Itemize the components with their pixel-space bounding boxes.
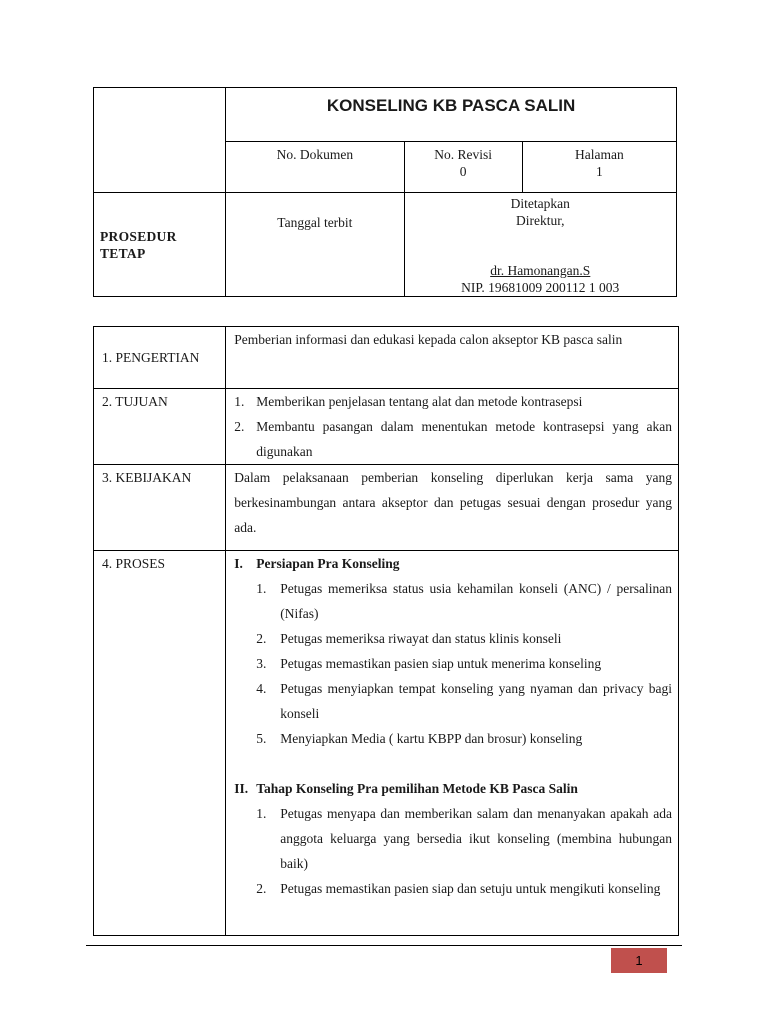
- halaman-cell: [522, 142, 676, 193]
- logo-cell: [94, 88, 226, 193]
- procedure-content-table: [93, 326, 679, 936]
- direktur-label: Direktur,: [515, 213, 565, 228]
- proses-part1-title: I. Persiapan Pra Konseling: [234, 556, 400, 571]
- list-item: 2. Petugas memastikan pasien siap dan setuju untuk mengikuti konseling: [256, 881, 661, 896]
- halaman-label: Halaman: [574, 147, 624, 162]
- document-header-table: [93, 87, 677, 297]
- table-row: [94, 465, 679, 551]
- section-label-tujuan: 2. TUJUAN: [94, 389, 226, 465]
- table-row: [94, 327, 679, 389]
- page-number-badge: 1: [611, 948, 667, 973]
- section-label-proses: 4. PROSES: [94, 551, 226, 936]
- list-item: 2. Petugas memeriksa riwayat dan status klinis konseli: [256, 631, 562, 646]
- list-item: 4. Petugas menyiapkan tempat konseling yang nyaman dan privacy bagi konseli: [256, 681, 672, 721]
- tanggal-terbit-cell: [226, 193, 404, 297]
- section-label-pengertian: 1. PENGERTIAN: [94, 327, 226, 389]
- footer-divider: [86, 945, 682, 946]
- tanggal-terbit-label: Tanggal terbit: [277, 215, 353, 230]
- section-body-proses: [226, 551, 679, 936]
- halaman-value: 1: [595, 164, 603, 179]
- list-item: 1. Memberikan penjelasan tentang alat dan metode kontrasepsi: [234, 394, 583, 409]
- no-dokumen-cell: [226, 142, 404, 193]
- no-revisi-value: 0: [459, 164, 467, 179]
- prosedur-tetap-cell: [94, 193, 226, 297]
- prosedur-label-line2: TETAP: [100, 245, 146, 261]
- document-title: KONSELING KB PASCA SALIN: [226, 88, 677, 142]
- signatory-name: dr. Hamonangan.S: [490, 263, 591, 278]
- signatory-nip: NIP. 19681009 200112 1 003: [461, 280, 620, 295]
- ditetapkan-cell: [404, 193, 677, 297]
- proses-part2-title: II. Tahap Konseling Pra pemilihan Metode KB Pasca Salin: [234, 781, 578, 796]
- ditetapkan-label: Ditetapkan: [510, 196, 570, 211]
- no-revisi-label: No. Revisi: [434, 147, 492, 162]
- section-text-kebijakan: Dalam pelaksanaan pemberian konseling diperlukan kerja sama yang berkesinambungan antara akseptor dan petugas sesuai dengan prosedur yang ada.: [226, 465, 679, 551]
- prosedur-label-line1: PROSEDUR: [100, 228, 177, 244]
- section-label-kebijakan: 3. KEBIJAKAN: [94, 465, 226, 551]
- list-item: 1. Petugas memeriksa status usia kehamilan konseli (ANC) / persalinan (Nifas): [256, 581, 672, 621]
- no-dokumen-label: No. Dokumen: [276, 147, 354, 162]
- section-list-tujuan: [226, 389, 679, 465]
- no-revisi-cell: [404, 142, 522, 193]
- section-text-pengertian: Pemberian informasi dan edukasi kepada calon akseptor KB pasca salin: [226, 327, 679, 389]
- list-item: 1. Petugas menyapa dan memberikan salam dan menanyakan apakah ada anggota keluarga yang bersedia ikut konseling (membina hubungan baik): [256, 806, 672, 871]
- list-item: 3. Petugas memastikan pasien siap untuk menerima konseling: [256, 656, 602, 671]
- table-row: [94, 389, 679, 465]
- list-item: 5. Menyiapkan Media ( kartu KBPP dan brosur) konseling: [256, 731, 583, 746]
- list-item: 2. Membantu pasangan dalam menentukan metode kontrasepsi yang akan digunakan: [234, 419, 672, 459]
- table-row: [94, 551, 679, 936]
